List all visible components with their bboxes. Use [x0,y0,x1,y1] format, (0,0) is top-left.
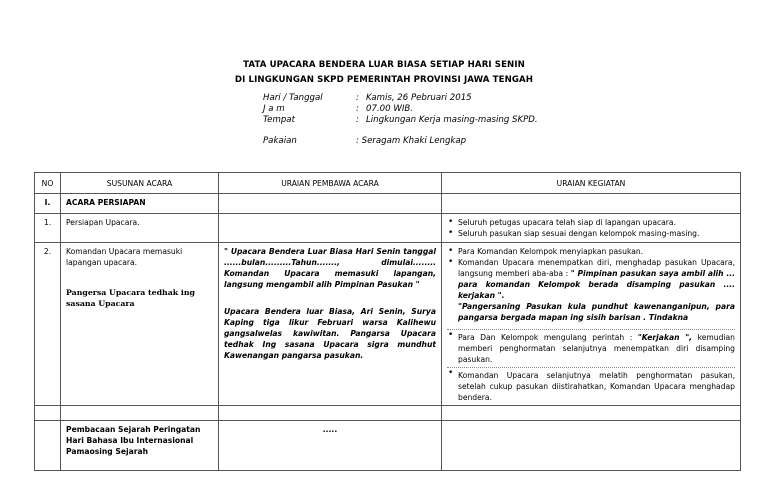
info-sep: : [356,115,359,125]
row-number: 1. [35,214,61,243]
info-row-place [263,115,538,125]
header-uraian-kegiatan: URAIAN KEGIATAN [442,173,741,194]
list-item: • Seluruh pasukan siap sesuai dengan kelompok masing-masing. [447,228,735,239]
info-row-attire [263,136,466,146]
info-key: Pakaian [263,136,297,146]
table-header-row [35,173,741,194]
empty-row [35,406,741,421]
header-uraian-pembawa-acara: URAIAN PEMBAWA ACARA [219,173,442,194]
instruction-text: kemudian memberi penghormatan selanjutnya menempatkan diri disamping pasukan. [458,333,735,364]
table-row [35,421,741,471]
row-number: 2. [35,243,61,406]
info-key: J a m [263,104,285,114]
info-key: Tempat [263,115,295,125]
document-title-line-2: DI LINGKUNGAN SKPD PEMERINTAH PROVINSI JAWA TENGAH [234,75,534,85]
list-item [447,329,735,365]
info-value: 07.00 WIB. [366,104,413,114]
susunan-cell: Pembacaan Sejarah Peringatan Hari Bahasa Ibu Internasional Pamaosing Sejarah [61,421,219,471]
info-value: Lingkungan Kerja masing-masing SKPD. [366,115,538,125]
info-row-time [263,104,413,114]
pembawa-jawa-text: Upacara Bendera luar Biasa, Ari Senin, Surya Kaping tiga likur Februari warsa Kalihewu gangsalwelas kawiwitan. Pangarsa Upacara tedhak Ing sasana Upacara sigra mundhut Kawenangan pangarsa pasukan. [224,307,436,360]
susunan-cell [61,243,219,406]
command-text: "Kerjakan ", [637,333,693,342]
section-label: ACARA PERSIAPAN [61,194,219,214]
pembawa-cell: ..... [219,421,442,471]
info-key: Hari / Tanggal [263,93,323,103]
susunan-jawa-text: Pangersa Upacara tedhak ing sasana Upacara [66,288,195,308]
list-item: • Seluruh petugas upacara telah siap di lapangan upacara. [447,217,735,228]
susunan-cell: Persiapan Upacara. [61,214,219,243]
schedule-table [34,172,741,471]
header-susunan-acara: SUSUNAN ACARA [61,173,219,194]
list-item: • Para Komandan Kelompok menyiapkan pasukan. [447,246,735,257]
command-text: " Pimpinan pasukan saya ambil alih ... para komandan Kelompok berada disamping pasukan .... kerjakan ". [458,269,735,300]
info-sep: : [356,93,359,103]
info-sep: : [356,104,359,114]
header-no: NO [35,173,61,194]
info-row-date [263,93,472,103]
susunan-text: Komandan Upacara memasuki lapangan upacara. [66,247,183,267]
table-row [35,243,741,406]
table-row [35,214,741,243]
pembawa-text: " Upacara Bendera Luar Biasa Hari Senin tanggal ......bulan.........Tahun......., dimulai........ Komandan Upacara memasuki lapangan, langsung mengambil alih Pimpinan Pasukan " [224,247,436,289]
info-value: Kamis, 26 Pebruari 2015 [366,93,472,103]
command-jawa-text: "Pangersaning Pasukan kula pundhut kawenanganipun, para pangarsa bergada mapan ing sisih barisan . Tindakna [458,302,735,322]
section-number: I. [35,194,61,214]
list-item [447,257,735,323]
instruction-text: Para Dan Kelompok mengulang perintah : [458,333,633,342]
info-value: : Seragam Khaki Lengkap [356,136,467,146]
instruction-text: Komandan Upacara menempatkan diri, menghadap pasukan Upacara, langsung memberi aba-aba : [458,258,735,278]
kegiatan-cell [442,214,741,243]
kegiatan-cell [442,243,741,406]
list-item: • Komandan Upacara selanjutnya melatih penghormatan pasukan, setelah cukup pasukan diistirahatkan, Komandan Upacara menghadap bendera. [447,367,735,403]
pembawa-cell [219,243,442,406]
section-row [35,194,741,214]
document-title-line-1: TATA UPACARA BENDERA LUAR BIASA SETIAP HARI SENIN [243,60,525,70]
